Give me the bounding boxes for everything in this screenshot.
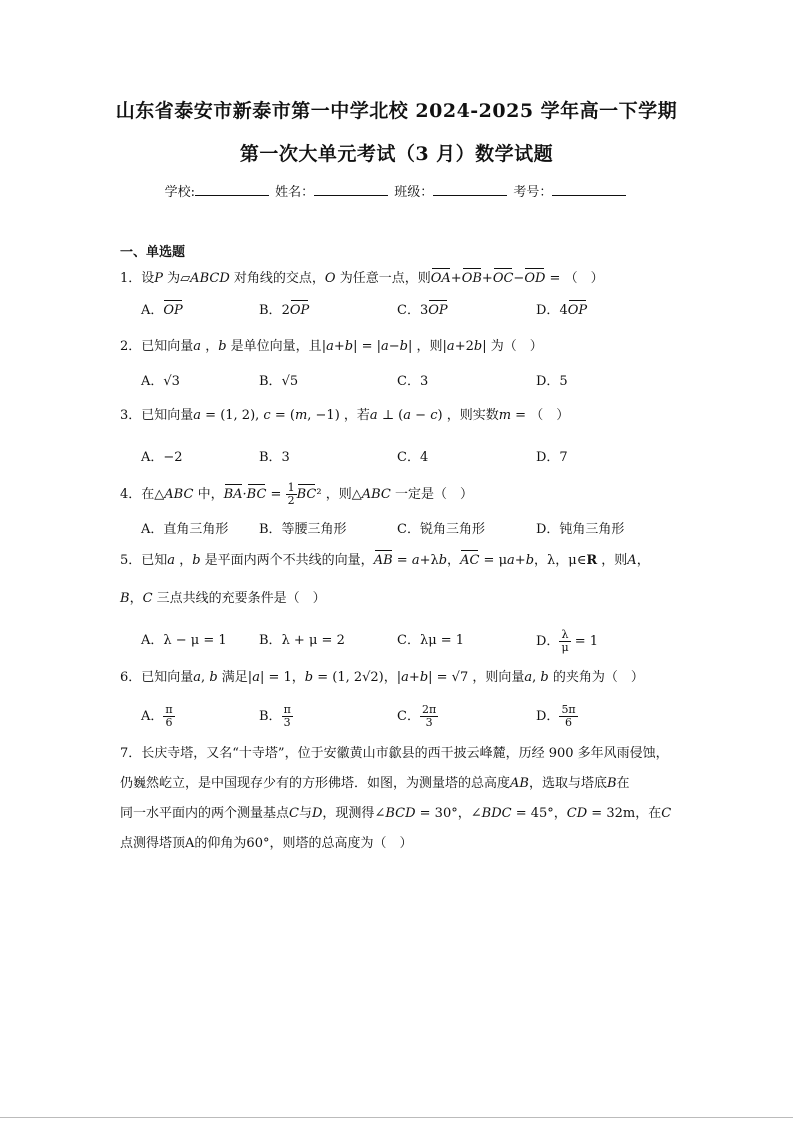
q3-stem-pre: 3．已知向量 <box>120 408 194 423</box>
q5-stem-mid1: ， <box>179 553 193 568</box>
q6-option-a[interactable]: A． $\frac{\pi}{6}$ <box>141 703 173 729</box>
q2-option-a[interactable]: A．√3 <box>141 374 180 389</box>
q5-stem-mid3: ，则 <box>601 553 628 568</box>
q4-option-b[interactable]: B．等腰三角形 <box>259 522 347 537</box>
exam-number-blank[interactable] <box>552 183 626 196</box>
student-info-row <box>0 181 793 200</box>
q1-option-c[interactable]: C．3OP <box>397 303 448 318</box>
question-6: 6．已知向量a, b 满足|a| = 1，b = (1, 2√2)，|a+b| = √7 ，则向量a, b 的夹角为（ ） <box>120 670 644 685</box>
q4-option-d[interactable]: D．钝角三角形 <box>536 522 625 537</box>
q2-stem-mid1: ， <box>205 339 219 354</box>
q1-stem-pre: 1．设 <box>120 271 155 286</box>
q1-stem-mid3: 为任意一点，则 <box>339 271 431 286</box>
q6-option-d[interactable]: D． $\frac{5\pi}{6}$ <box>536 703 576 729</box>
question-7 <box>120 739 680 859</box>
q3-option-a[interactable]: A．−2 <box>141 450 183 465</box>
q1-option-d[interactable]: D．4OP <box>536 303 588 318</box>
q2-option-c[interactable]: C．3 <box>397 374 429 389</box>
exam-title-line1: 山东省泰安市新泰市第一中学北校 2024-2025 学年高一下学期 <box>115 100 678 122</box>
name-blank[interactable] <box>314 183 388 196</box>
q4-option-a[interactable]: A．直角三角形 <box>141 522 229 537</box>
class-label: 班级： <box>394 185 434 200</box>
q1-stem-end: （ ） <box>564 271 604 286</box>
page-bottom-divider <box>0 1117 793 1118</box>
exam-title-line2: 第一次大单元考试（3 月）数学试题 <box>239 143 554 165</box>
question-5-line2: B，C 三点共线的充要条件是（ ） <box>120 591 326 606</box>
q4-option-c[interactable]: C．锐角三角形 <box>397 522 485 537</box>
q4-stem-mid2: ，则 <box>325 487 352 502</box>
q6-stem-pre: 6．已知向量 <box>120 670 194 685</box>
q3-stem-tail: （ ） <box>530 408 570 423</box>
q2-stem-mid2: 是单位向量，且 <box>230 339 322 354</box>
q7-line4: 点测得塔顶A的仰角为60°，则塔的总高度为（ ） <box>120 836 413 851</box>
q3-stem-end: ，则实数 <box>446 408 499 423</box>
question-4: 4．在△ABC 中，BA·BC = $\frac{1}{2}$ BC² ，则△ABC 一定是（ ） <box>120 481 473 507</box>
question-3: 3．已知向量a = (1, 2), c = (m, −1) ，若a ⊥ (a − c) ，则实数m = （ ） <box>120 408 570 423</box>
q6-stem-mid1: 满足 <box>221 670 248 685</box>
q5-line2-end: 三点共线的充要条件是（ ） <box>156 591 326 606</box>
q7-line2: 仍巍然屹立，是中国现存少有的方形佛塔．如图，为测量塔的总高度AB，选取与塔底B在 <box>120 776 630 791</box>
section-heading: 一、单选题 <box>120 245 186 260</box>
q2-option-b[interactable]: B．√5 <box>259 374 299 389</box>
q4-stem-mid1: 中， <box>197 487 224 502</box>
q6-stem-end: 的夹角为（ ） <box>552 670 644 685</box>
q1-option-a[interactable]: A．OP <box>141 303 183 318</box>
q2-option-d[interactable]: D．5 <box>536 374 568 389</box>
q5-option-b[interactable]: B．λ + μ = 2 <box>259 633 345 648</box>
q2-stem-end: 为（ ） <box>490 339 543 354</box>
q6-option-b[interactable]: B． $\frac{\pi}{3}$ <box>259 703 291 729</box>
q2-stem-pre: 2．已知向量 <box>120 339 194 354</box>
q7-line3: 同一水平面内的两个测量基点C与D，现测得∠BCD = 30°，∠BDC = 45°，CD = 32m，在C <box>120 806 672 821</box>
q5-option-a[interactable]: A．λ − μ = 1 <box>141 633 227 648</box>
question-5: 5．已知a ，b 是平面内两个不共线的向量，AB = a+λb，AC = μa+b，λ，μ∈R ，则A， <box>120 553 650 568</box>
q6-option-c[interactable]: C． $\frac{2\pi}{3}$ <box>397 703 437 729</box>
q5-option-d[interactable]: D． $\frac{\lambda}{\mu}$ = 1 <box>536 628 599 654</box>
q5-line2-mid: ， <box>129 591 143 606</box>
q6-stem-mid2: ，则向量 <box>472 670 525 685</box>
school-label: 学校: <box>164 185 195 200</box>
question-2: 2．已知向量a ，b 是单位向量，且|a+b| = |a−b| ，则|a+2b| 为（ ） <box>120 339 543 354</box>
q4-stem-pre: 4．在 <box>120 487 155 502</box>
q1-stem-mid2: 对角线的交点， <box>233 271 325 286</box>
q4-stem-end: 一定是（ ） <box>394 487 473 502</box>
q5-option-c[interactable]: C．λμ = 1 <box>397 633 465 648</box>
q2-stem-mid3: ，则 <box>416 339 443 354</box>
school-blank[interactable] <box>195 183 269 196</box>
q7-line1: 7．长庆寺塔，又名“十寺塔”，位于安徽黄山市歙县的西干披云峰麓，历经 900 多年风雨侵蚀， <box>120 746 669 761</box>
q3-stem-mid1: ，若 <box>343 408 370 423</box>
q3-option-d[interactable]: D．7 <box>536 450 568 465</box>
q1-stem-mid1: 为 <box>167 271 181 286</box>
q1-option-b[interactable]: B．2OP <box>259 303 310 318</box>
q5-stem-pre: 5．已知 <box>120 553 168 568</box>
q3-option-b[interactable]: B．3 <box>259 450 290 465</box>
question-1: 1．设P 为▱ABCD 对角线的交点，O 为任意一点，则OA+OB+OC−OD = （ ） <box>120 271 604 286</box>
name-label: 姓名： <box>275 185 315 200</box>
class-blank[interactable] <box>433 183 507 196</box>
exam-number-label: 考号： <box>513 185 553 200</box>
q3-option-c[interactable]: C．4 <box>397 450 429 465</box>
q5-stem-mid2: 是平面内两个不共线的向量， <box>204 553 374 568</box>
